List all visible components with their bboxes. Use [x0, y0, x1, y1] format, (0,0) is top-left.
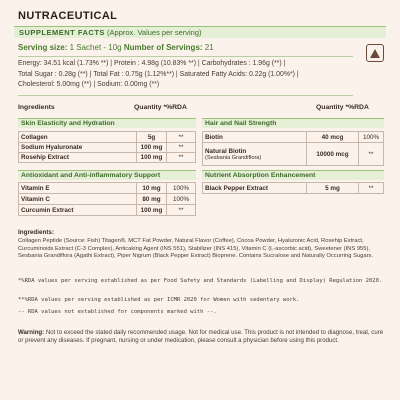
ingredients-block	[18, 229, 384, 261]
ingredient-name-sub: (Sesbania Grandiflora)	[205, 154, 262, 161]
nutrition-line: Total Sugar : 0.28g (**) | Total Fat : 0.75g (1.12%**) | Saturated Fatty Acids: 0.22g (1.00%*) |	[18, 70, 299, 78]
ingredient-qty: 5 mg	[307, 183, 359, 194]
ingredient-rda: 100%	[167, 183, 196, 194]
serving-size-value: 1 Sachet - 10g	[69, 43, 122, 52]
table-row	[203, 183, 384, 194]
supplement-facts-subtitle: (Approx. Values per serving)	[107, 28, 202, 37]
ingredient-rda: **	[167, 153, 196, 163]
table-row	[19, 183, 196, 194]
ingredient-qty: 100 mg	[137, 143, 167, 153]
triangle-veg-mark-icon	[366, 44, 384, 62]
table-row	[19, 153, 196, 163]
quantity-rda-column-header: Quantity *%RDA	[134, 104, 187, 111]
supplement-facts-header	[14, 26, 386, 38]
ingredient-qty: 100 mg	[137, 205, 167, 216]
ingredient-qty: 100 mg	[137, 153, 167, 163]
ingredient-name: Sodium Hyaluronate	[19, 143, 137, 153]
divider	[18, 95, 353, 96]
ingredients-heading: Ingredients:	[18, 229, 55, 236]
footnote-rda-icmr: **%RDA values per serving established as per ICMR 2020 for Women with sedentary work.	[18, 297, 300, 303]
supplement-facts-title: SUPPLEMENT FACTS	[19, 28, 105, 37]
servings-count-label: Number of Servings:	[123, 43, 203, 52]
table-row	[19, 143, 196, 153]
ingredient-rda: 100%	[167, 194, 196, 205]
quantity-rda-column-header-right: Quantity *%RDA	[316, 104, 369, 111]
section-title-skin: Skin Elasticity and Hydration	[18, 118, 196, 128]
ingredient-name	[203, 143, 307, 166]
warning-text: Not to exceed the stated daily recommended usage. Not for medical use. This product is not intended to diagnose, treat, cure or prevent any diseases. If pregnant, nursing or under medication, please consult a physician before using this product.	[18, 329, 384, 344]
table-row	[19, 194, 196, 205]
ingredient-name: Black Pepper Extract	[203, 183, 307, 194]
table-row	[203, 143, 384, 166]
table-absorption	[202, 182, 384, 194]
ingredient-name: Rosehip Extract	[19, 153, 137, 163]
ingredient-rda: **	[359, 143, 384, 166]
ingredient-rda: **	[167, 205, 196, 216]
table-row	[19, 132, 196, 143]
ingredient-qty: 5g	[137, 132, 167, 143]
warning-block	[18, 329, 384, 344]
section-title-absorption: Nutrient Absorption Enhancement	[202, 170, 384, 180]
ingredient-rda: **	[167, 132, 196, 143]
warning-label: Warning:	[18, 329, 45, 336]
ingredient-qty: 80 mg	[137, 194, 167, 205]
table-antioxidant	[18, 182, 196, 216]
ingredients-column-header: Ingredients	[18, 104, 55, 111]
table-hair	[202, 131, 384, 166]
ingredient-qty: 40 mcg	[307, 132, 359, 143]
divider	[18, 56, 353, 57]
nutrition-line: Energy: 34.51 kcal (1.73% **) | Protein : 4.98g (10.83% **) | Carbohydrates : 1.96g (**) |	[18, 60, 286, 67]
section-title-antioxidant: Antioxidant and Anti-inflammatory Support	[18, 170, 196, 180]
nutrition-line: Cholesterol: 5.00mg (**) | Sodium: 0.00mg (**)	[18, 81, 160, 88]
ingredient-name: Biotin	[203, 132, 307, 143]
footnote-rda-fssai: *%RDA values per serving established as per Food Safety and Standards (Labelling and Display) Regulation 2020.	[18, 278, 383, 284]
ingredient-name-main: Natural Biotin	[205, 147, 247, 155]
ingredient-name: Curcumin Extract	[19, 205, 137, 216]
serving-info	[18, 43, 214, 52]
table-skin	[18, 131, 196, 163]
ingredient-rda: **	[167, 143, 196, 153]
table-row	[19, 205, 196, 216]
serving-size-label: Serving size:	[18, 43, 68, 52]
ingredient-rda: 100%	[359, 132, 384, 143]
ingredient-qty: 10000 mcg	[307, 143, 359, 166]
nutrition-values	[18, 59, 363, 91]
ingredient-qty: 10 mg	[137, 183, 167, 194]
footnote-rda-not-established: -- RDA values not established for components marked with --.	[18, 309, 217, 315]
table-row	[203, 132, 384, 143]
ingredient-rda: **	[359, 183, 384, 194]
ingredient-name: Collagen	[19, 132, 137, 143]
ingredients-text: Collagen Peptide (Source: Fish) Titagen®, MCT Fat Powder, Natural Flavor (Coffee), Cocoa Powder, Hyaluronic Acid, Rosehip Extract, Curcuminoids Extract (C-3 Complex), Anticaking Agent (INS 551), Stabilizer (INS 415), Vitamin C (L-ascorbic acid), Sweetener (INS 955), Sesbania Grandiflora (Agathi Extract), Piper Nigrum (Black Pepper Extract) Bioprene. Contains Sucralose and Naturally Occurring Sugars.	[18, 238, 374, 260]
ingredient-name: Vitamin C	[19, 194, 137, 205]
brand-title: NUTRACEUTICAL	[18, 10, 118, 22]
section-title-hair: Hair and Nail Strength	[202, 118, 384, 128]
ingredient-name: Vitamin E	[19, 183, 137, 194]
servings-count-value: 21	[204, 43, 214, 52]
